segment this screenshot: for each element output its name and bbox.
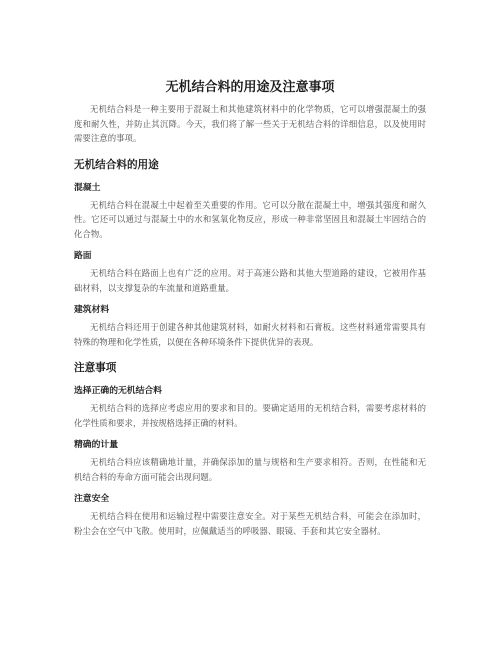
subsection-heading-building-materials: 建筑材料 <box>74 305 110 315</box>
subsection-body-concrete: 无机结合料在混凝土中起着至关重要的作用。它可以分散在混凝土中，增强其强度和耐久性。它还可以通过与混凝土中的水和氢氧化物反应，形成一种非常坚固且和混凝土牢固结合的化合物。 <box>74 199 426 239</box>
section-heading-precautions: 注意事项 <box>74 362 117 374</box>
subsection-heading-choose-material: 选择正确的无机结合料 <box>74 386 162 396</box>
subsection-body-accurate-metering: 无机结合料应该精确地计量，并确保添加的量与规格和生产要求相符。否则，在性能和无机结合料的寿命方面可能会出现问题。 <box>74 457 426 482</box>
subsection-heading-pavement: 路面 <box>74 251 92 261</box>
subsection-heading-concrete: 混凝土 <box>74 182 101 193</box>
subsection-body-safety: 无机结合料在使用和运输过程中需要注意安全。对于某些无机结合料，可能会在添加时，粉尘会在空气中飞散。使用时，应佩戴适当的呼吸器、眼镜、手套和其它安全器材。 <box>74 511 426 536</box>
intro-paragraph: 无机结合料是一种主要用于混凝土和其他建筑材料中的化学物质，它可以增强混凝土的强度和耐久性，并防止其沉降。今天，我们将了解一些关于无机结合料的详细信息，以及使用时需要注意的事项。 <box>74 104 426 143</box>
document-title: 无机结合料的用途及注意事项 <box>165 80 335 95</box>
subsection-body-building-materials: 无机结合料还用于创建各种其他建筑材料，如耐火材料和石膏板。这些材料通常需要具有特殊的物理和化学性质，以便在各种环境条件下提供优异的表现。 <box>74 322 426 347</box>
subsection-body-pavement: 无机结合料在路面上也有广泛的应用。对于高速公路和其他大型道路的建设，它被用作基础材料，以支撑复杂的车流量和道路重量。 <box>74 268 426 293</box>
subsection-heading-safety: 注意安全 <box>74 494 110 504</box>
section-heading-uses: 无机结合料的用途 <box>74 158 159 171</box>
subsection-body-choose-material: 无机结合料的选择应考虑应用的要求和目的。要确定适用的无机结合料，需要考虑材料的化学性质和要求，并按规格选择正确的材料。 <box>74 403 426 428</box>
subsection-heading-accurate-metering: 精确的计量 <box>74 440 118 450</box>
